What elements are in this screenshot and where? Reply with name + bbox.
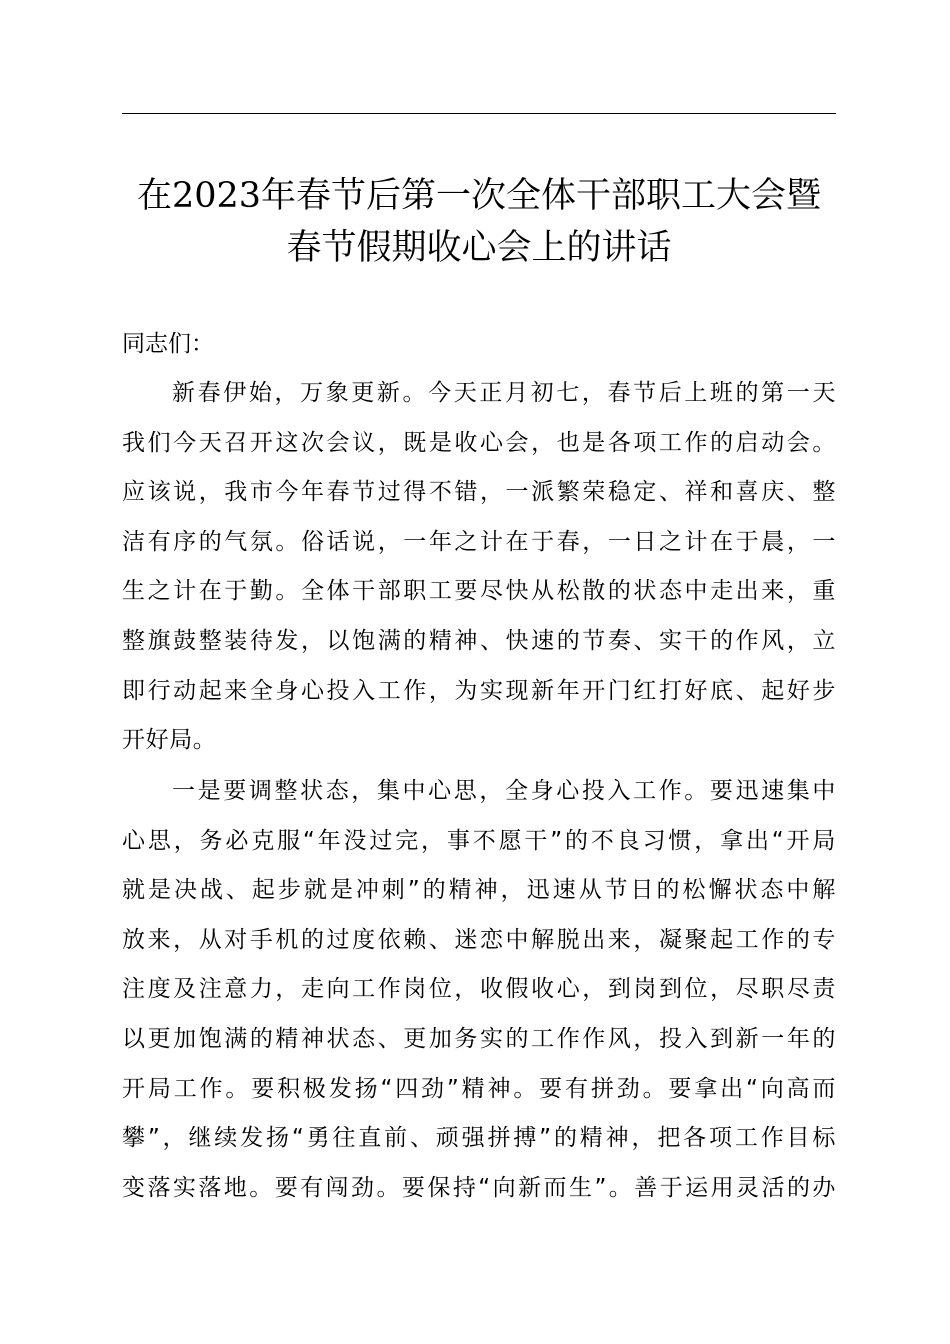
paragraph-line: 整旗鼓整装待发，以饱满的精神、快速的节奏、实干的作风，立	[122, 627, 836, 654]
paragraph-line: 即行动起来全身心投入工作，为实现新年开门红打好底、起好步	[122, 677, 836, 704]
paragraph-line: 放来，从对手机的过度依赖、迷恋中解脱出来，凝聚起工作的专	[122, 926, 836, 953]
paragraph-line: 心思，务必克服“年没过完，事不愿干”的不良习惯，拿出“开局	[122, 827, 836, 854]
paragraph-line: 攀”，继续发扬“勇往直前、顽强拼搏”的精神，把各项工作目标	[122, 1125, 836, 1152]
paragraph-line: 生之计在于勤。全体干部职工要尽快从松散的状态中走出来，重	[122, 578, 836, 605]
paragraph-line: 开好局。	[122, 727, 217, 754]
paragraph-line: 应该说，我市今年春节过得不错，一派繁荣稳定、祥和喜庆、整	[122, 479, 836, 506]
paragraph-line: 我们今天召开这次会议，既是收心会，也是各项工作的启动会。	[122, 429, 836, 456]
paragraph-line: 以更加饱满的精神状态、更加务实的工作作风，投入到新一年的	[122, 1025, 836, 1052]
paragraph-line: 就是决战、起步就是冲刺”的精神，迅速从节日的松懈状态中解	[122, 877, 836, 904]
salutation: 同志们：	[122, 331, 214, 357]
paragraph-line: 新春伊始，万象更新。今天正月初七，春节后上班的第一天	[172, 380, 836, 406]
paragraph-line: 一是要调整状态，集中心思，全身心投入工作。要迅速集中	[172, 778, 836, 804]
document-title	[122, 170, 836, 274]
paragraph-line: 开局工作。要积极发扬“四劲”精神。要有拼劲。要拿出“向高而	[122, 1075, 836, 1102]
paragraph-line: 变落实落地。要有闯劲。要保持“向新而生”。善于运用灵活的办	[122, 1174, 836, 1201]
paragraph-line: 注度及注意力，走向工作岗位，收假收心，到岗到位，尽职尽责	[122, 976, 836, 1003]
paragraph-2	[122, 767, 836, 1213]
title-line-2: 春节假期收心会上的讲话	[286, 228, 672, 268]
paragraph-1	[122, 369, 836, 766]
paragraph-line: 洁有序的气氛。俗话说，一年之计在于春，一日之计在于晨，一	[122, 528, 836, 555]
title-line-1: 在2023年春节后第一次全体干部职工大会暨	[136, 176, 822, 216]
header-rule	[122, 113, 836, 114]
